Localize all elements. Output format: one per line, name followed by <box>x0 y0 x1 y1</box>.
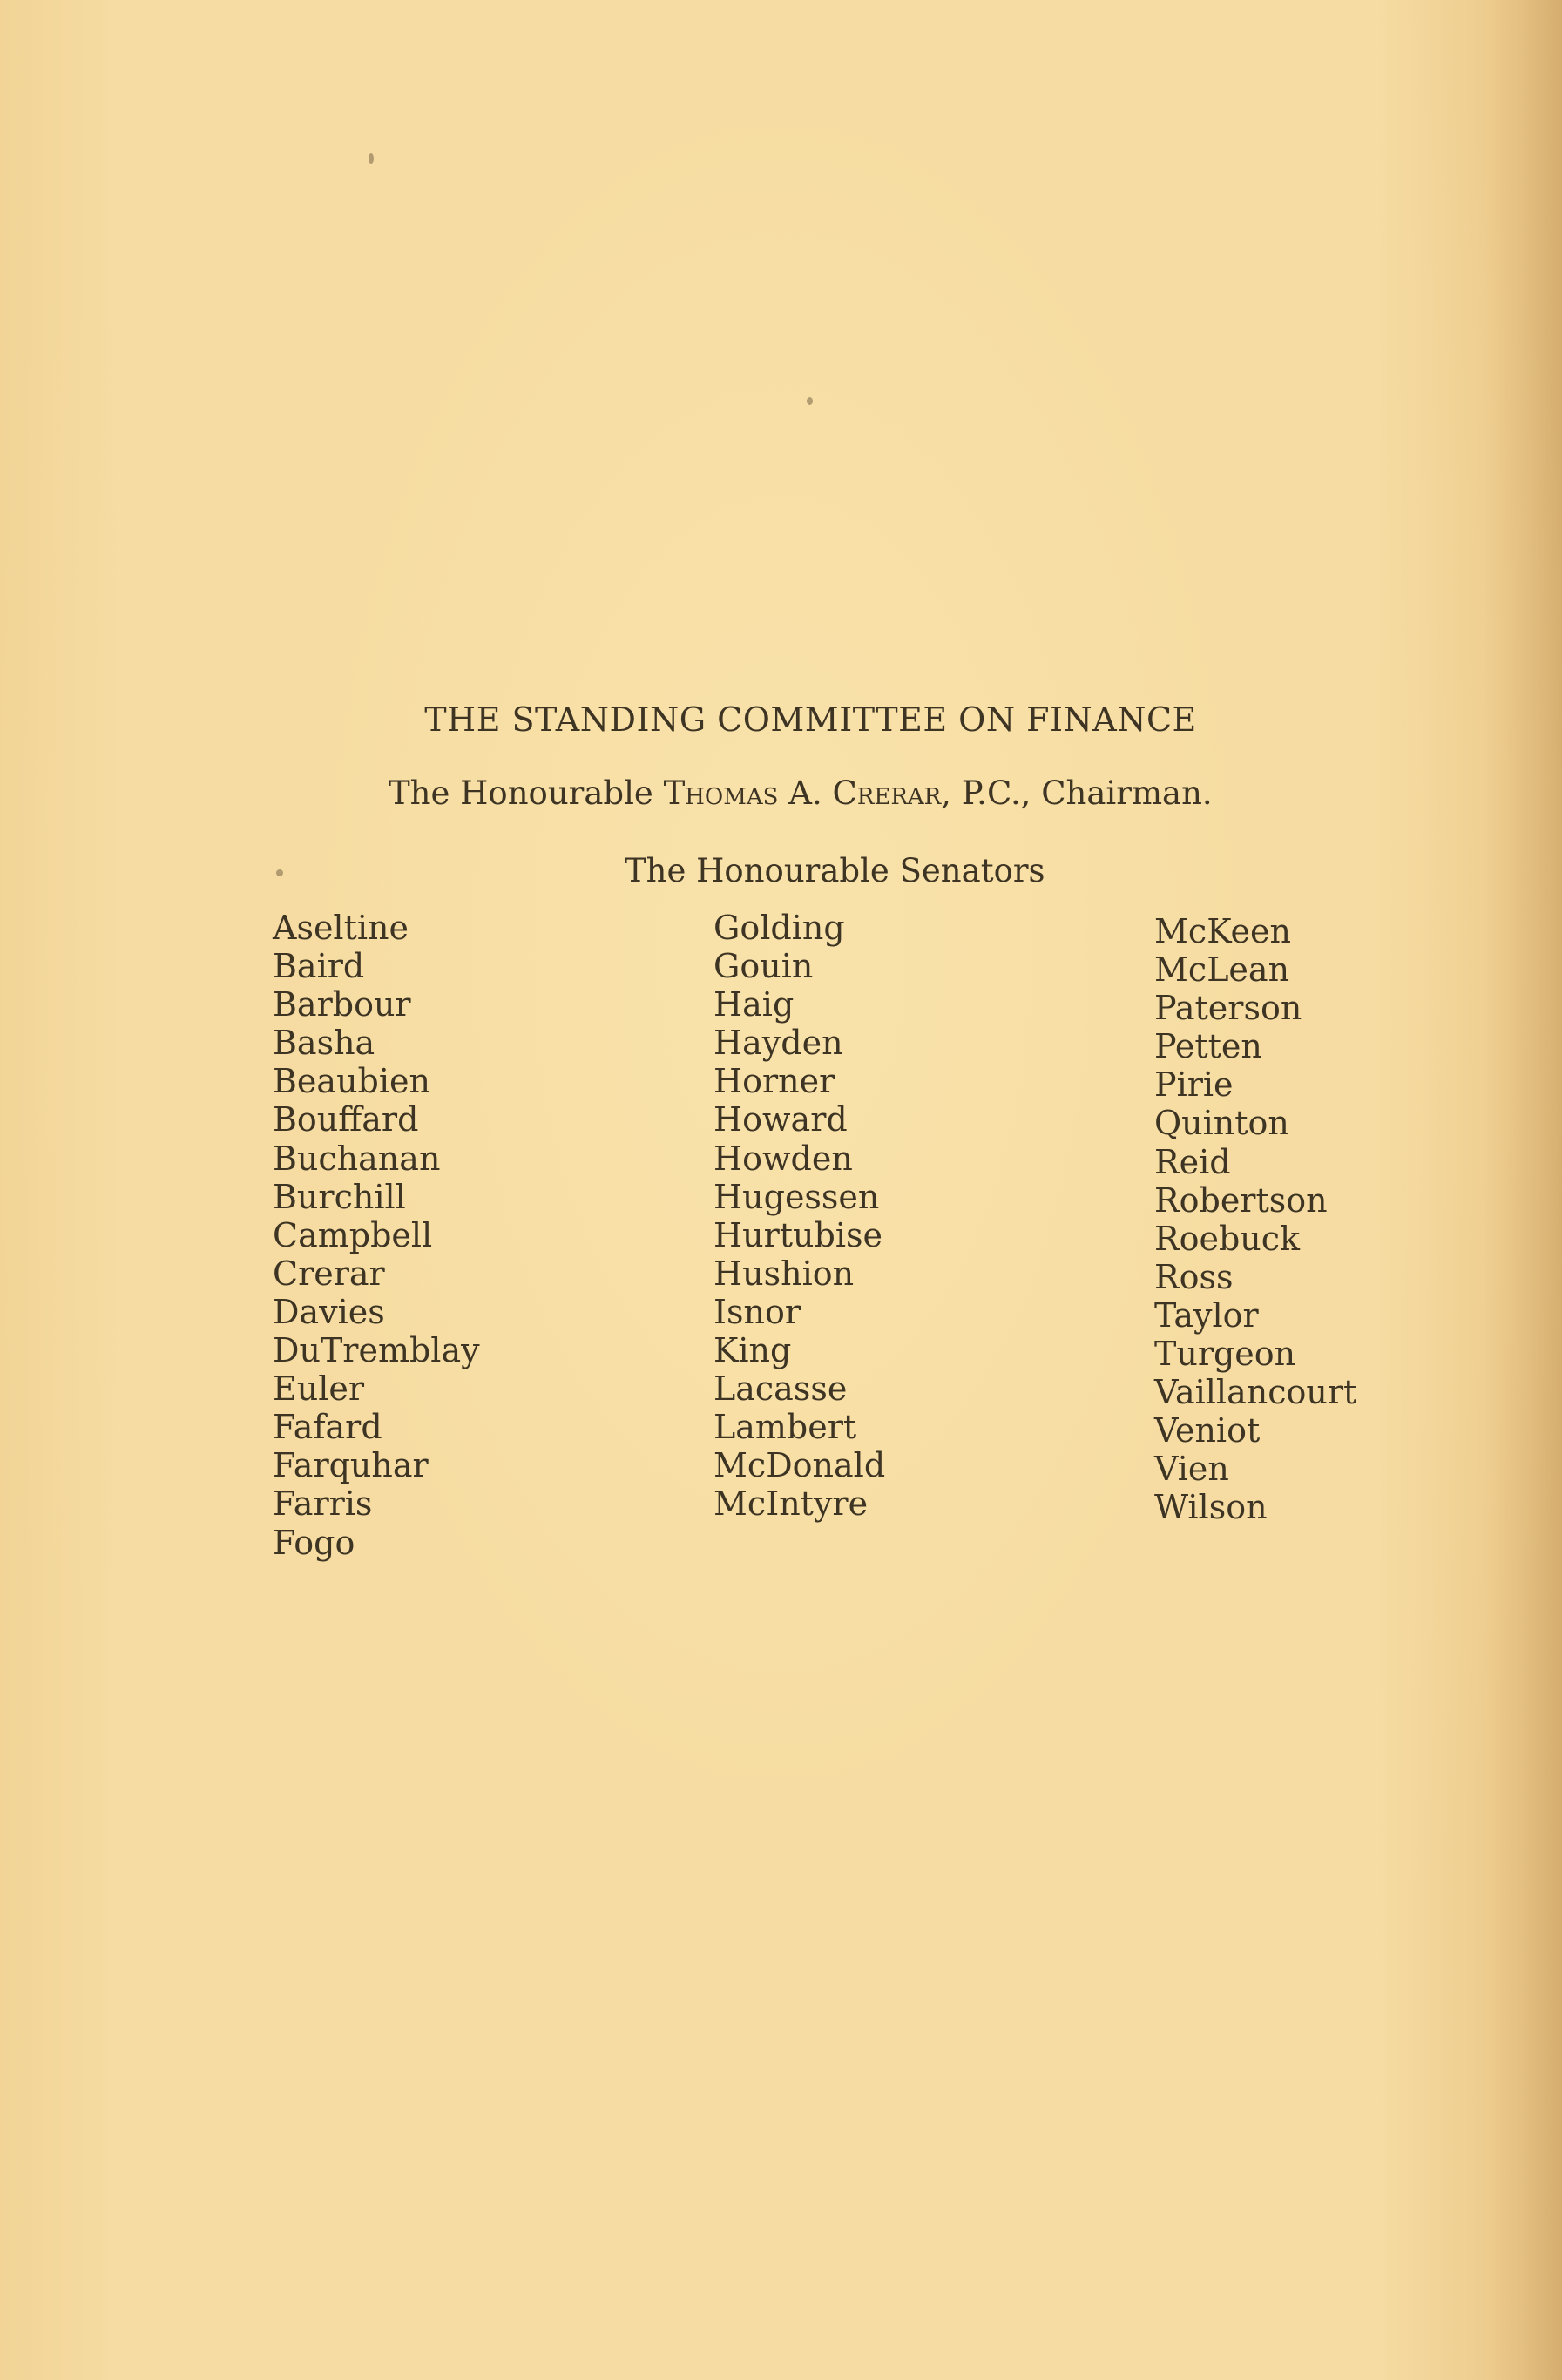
senator-name: McDonald <box>713 1446 886 1485</box>
page-edge-shadow <box>1484 0 1562 2380</box>
senator-name: Fafard <box>273 1408 382 1447</box>
senator-name: McIntyre <box>713 1484 869 1524</box>
senator-name: Euler <box>273 1369 365 1409</box>
senator-name: Roebuck <box>1154 1219 1301 1258</box>
senator-name: Hayden <box>713 1024 843 1063</box>
senator-name: Beaubien <box>273 1062 430 1101</box>
senator-column-1 <box>273 909 480 1562</box>
senator-name: Basha <box>273 1024 375 1063</box>
senator-name: Turgeon <box>1154 1335 1296 1374</box>
senator-name: Taylor <box>1154 1295 1259 1335</box>
senator-name: Hushion <box>713 1254 855 1293</box>
senator-name: Howden <box>713 1139 853 1178</box>
senators-heading: The Honourable Senators <box>625 852 1045 889</box>
senator-name: Crerar <box>273 1254 385 1293</box>
senator-name: Aseltine <box>273 909 409 947</box>
senator-name: Quinton <box>1154 1104 1289 1143</box>
senator-name: Hugessen <box>713 1177 880 1216</box>
chairman-prefix: The Honourable <box>389 774 653 812</box>
senator-name: McLean <box>1154 950 1290 990</box>
senator-name: Paterson <box>1154 989 1302 1028</box>
ink-speck <box>369 153 374 164</box>
senator-name: Lacasse <box>713 1369 848 1409</box>
senator-name: Hurtubise <box>713 1215 882 1254</box>
senator-name: Howard <box>713 1100 848 1139</box>
senator-name: Bouffard <box>273 1100 419 1139</box>
senator-name: McKeen <box>1154 912 1292 950</box>
senator-name: Golding <box>713 909 845 947</box>
senator-name: Barbour <box>273 985 411 1024</box>
senator-name: Haig <box>713 985 795 1024</box>
senator-name: Robertson <box>1154 1180 1328 1220</box>
senator-name: Fogo <box>273 1523 355 1562</box>
senator-name: Ross <box>1154 1257 1234 1296</box>
senator-name: Farris <box>273 1484 373 1524</box>
senator-name: Pirie <box>1154 1065 1234 1105</box>
senator-name: Wilson <box>1154 1488 1268 1527</box>
senator-name: Reid <box>1154 1142 1231 1181</box>
senator-column-2 <box>713 909 885 1524</box>
senator-name: Petten <box>1154 1027 1262 1066</box>
chairman-suffix: , P.C., Chairman. <box>941 774 1213 812</box>
senator-name: Buchanan <box>273 1139 441 1178</box>
senator-name: Horner <box>713 1062 835 1101</box>
chairman-name: Thomas A. Crerar <box>663 774 942 812</box>
senator-name: Davies <box>273 1292 385 1331</box>
senator-name: Campbell <box>273 1215 433 1254</box>
senator-name: Burchill <box>273 1177 406 1216</box>
ink-speck <box>807 397 813 405</box>
senator-name: Isnor <box>713 1292 801 1331</box>
ink-speck <box>276 869 283 876</box>
senator-column-3 <box>1154 912 1356 1527</box>
senator-name: Veniot <box>1154 1411 1261 1450</box>
senator-name: Vien <box>1154 1450 1229 1489</box>
senator-name: Gouin <box>713 947 814 986</box>
senator-name: Lambert <box>713 1408 857 1447</box>
chairman-line <box>389 774 1213 812</box>
senator-name: DuTremblay <box>273 1331 480 1370</box>
senator-name: King <box>713 1331 792 1370</box>
senator-name: Farquhar <box>273 1446 429 1485</box>
senator-name: Vaillancourt <box>1154 1373 1357 1412</box>
senator-name: Baird <box>273 947 365 986</box>
committee-title: THE STANDING COMMITTEE ON FINANCE <box>424 700 1197 739</box>
